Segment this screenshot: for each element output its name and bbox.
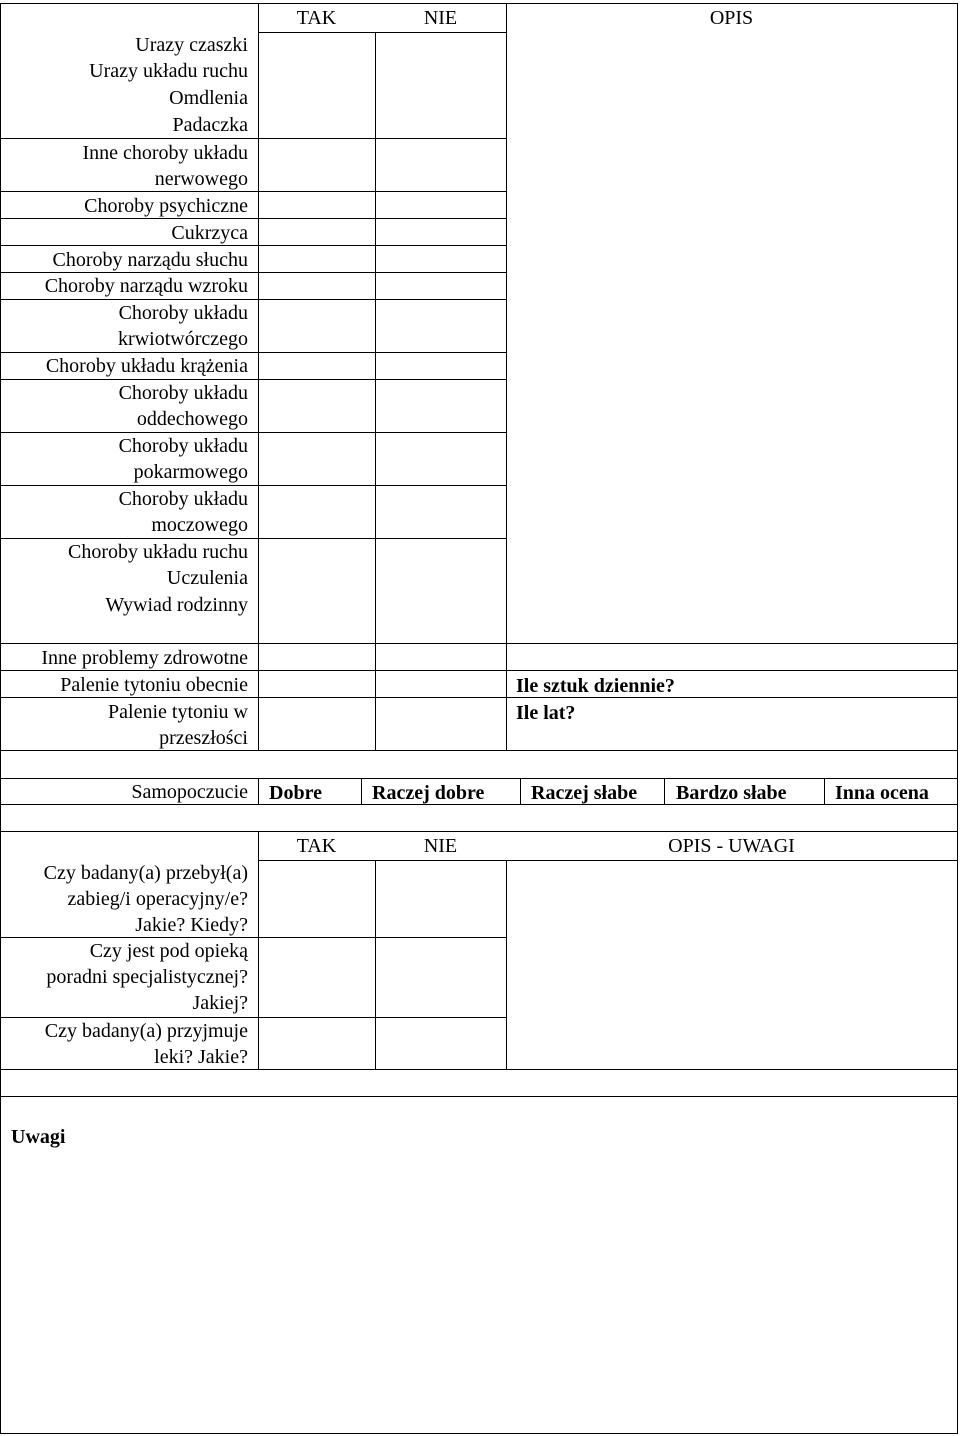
remarks-label: Uwagi xyxy=(11,1126,66,1148)
label-line: poradni specjalistycznej? xyxy=(46,966,248,988)
label-line: Czy badany(a) przyjmuje xyxy=(44,1020,248,1042)
label-line: Inne choroby układu xyxy=(82,142,248,164)
row-label-circulatory: Choroby układu krążenia xyxy=(45,355,248,377)
wellbeing-option-rather-poor[interactable]: Raczej słabe xyxy=(531,782,638,804)
label-line: nerwowego xyxy=(154,168,248,190)
tak-header: TAK xyxy=(296,835,337,857)
label-line: Urazy układu ruchu xyxy=(89,60,248,82)
label-line: Choroby układu xyxy=(118,302,248,324)
row-label-vision: Choroby narządu wzroku xyxy=(44,275,248,297)
nie-header: NIE xyxy=(423,7,458,29)
opis-header: OPIS xyxy=(709,7,754,29)
label-line: Choroby układu xyxy=(118,382,248,404)
label-line: krwiotwórczego xyxy=(118,328,248,350)
label-line: pokarmowego xyxy=(133,461,248,483)
years-smoking-question: Ile lat? xyxy=(516,702,576,724)
row-label-hearing: Choroby narządu słuchu xyxy=(52,249,248,271)
wellbeing-option-other[interactable]: Inna ocena xyxy=(835,782,929,804)
label-line: Uczulenia xyxy=(166,567,248,589)
label-line: przeszłości xyxy=(159,727,248,749)
nie-header: NIE xyxy=(423,835,458,857)
row-label-other-problems: Inne problemy zdrowotne xyxy=(41,647,248,669)
label-line: zabieg/i operacyjny/e? xyxy=(67,888,248,910)
label-line: Urazy czaszki xyxy=(135,34,248,56)
label-line: Czy badany(a) przebył(a) xyxy=(43,862,248,884)
tak-header: TAK xyxy=(296,7,337,29)
row-label-psychiatric: Choroby psychiczne xyxy=(84,195,248,217)
label-line: Jakiej? xyxy=(192,992,248,1014)
label-line: Choroby układu xyxy=(118,435,248,457)
label-line: Jakie? Kiedy? xyxy=(135,914,248,936)
label-line: Choroby układu xyxy=(118,488,248,510)
wellbeing-label: Samopoczucie xyxy=(131,781,248,803)
wellbeing-option-good[interactable]: Dobre xyxy=(269,782,322,804)
wellbeing-option-very-poor[interactable]: Bardzo słabe xyxy=(676,782,787,804)
label-line: Czy jest pod opieką xyxy=(89,940,248,962)
label-line: Omdlenia xyxy=(169,87,248,109)
label-line: moczowego xyxy=(151,514,248,536)
label-line: leki? Jakie? xyxy=(154,1046,248,1068)
row-label-smoking-current: Palenie tytoniu obecnie xyxy=(60,674,248,696)
cigarettes-per-day-question: Ile sztuk dziennie? xyxy=(516,675,675,697)
label-line: Palenie tytoniu w xyxy=(108,701,248,723)
label-line: oddechowego xyxy=(136,408,248,430)
label-line: Padaczka xyxy=(172,114,248,136)
wellbeing-option-rather-good[interactable]: Raczej dobre xyxy=(372,782,485,804)
label-line: Choroby układu ruchu xyxy=(68,541,248,563)
opis-uwagi-header: OPIS - UWAGI xyxy=(668,835,795,857)
label-line: Wywiad rodzinny xyxy=(105,594,248,616)
row-label-diabetes: Cukrzyca xyxy=(171,222,248,244)
